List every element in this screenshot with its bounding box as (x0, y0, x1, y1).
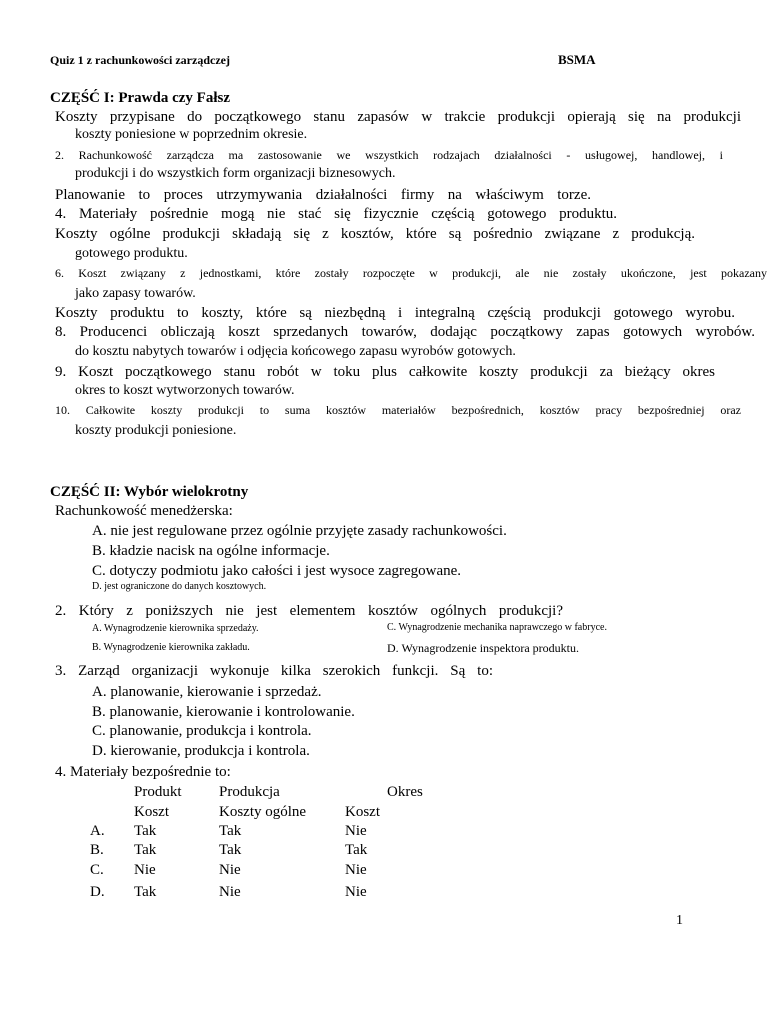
q4-col2-header-line1: Produkcja (219, 784, 280, 800)
q4-row-b-col1: Tak (134, 842, 157, 858)
q4-col2-header-line2: Koszty ogólne (219, 804, 307, 820)
tf-item-1-line2: koszty poniesione w poprzednim okresie. (75, 127, 308, 142)
q4-col1-header-line1: Produkt (134, 784, 182, 800)
tf-item-6-line1: 6. Koszt związany z jednostkami, które zostały rozpoczęte w produkcji, ale nie zostały ukończone, jest pokazany (55, 266, 767, 280)
q4-row-d-label: D. (90, 884, 105, 900)
q4-row-d-col2: Nie (219, 884, 241, 900)
tf-item-10-line2: koszty produkcji poniesione. (75, 423, 237, 438)
q4-row-d-col3: Nie (345, 884, 367, 900)
tf-item-5-line2: gotowego produktu. (75, 246, 188, 261)
q4-col3-header-line1: Okres (387, 784, 423, 800)
tf-item-9-line2: okres to koszt wytworzonych towarów. (75, 383, 295, 398)
part2-heading: CZĘŚĆ II: Wybór wielokrotny (50, 484, 249, 500)
q4-row-a-col1: Tak (134, 823, 157, 839)
q4-row-a-col2: Tak (219, 823, 242, 839)
mc-q1-stem: Rachunkowość menedżerska: (55, 503, 233, 519)
page-number: 1 (676, 913, 683, 928)
tf-item-6-line2: jako zapasy towarów. (75, 286, 196, 301)
mc-q1-option-b: B. kładzie nacisk na ogólne informacje. (92, 543, 330, 559)
tf-item-7: Koszty produktu to koszty, które są niezbędną i integralną częścią produkcji gotowego wyrobu. (55, 305, 735, 321)
mc-q1-option-d: D. jest ograniczone do danych kosztowych. (92, 581, 267, 592)
mc-q2-option-a: A. Wynagrodzenie kierownika sprzedaży. (92, 623, 259, 634)
mc-q2-stem: 2. Który z poniższych nie jest elementem kosztów ogólnych produkcji? (55, 603, 563, 619)
mc-q2-option-c: C. Wynagrodzenie mechanika naprawczego w fabryce. (387, 622, 607, 633)
q4-row-b-col2: Tak (219, 842, 242, 858)
tf-item-2-line2: produkcji i do wszystkich form organizacji biznesowych. (75, 166, 396, 181)
tf-item-1-line1: Koszty przypisane do początkowego stanu zapasów w trakcie produkcji opierają się na produkcji (55, 109, 741, 125)
course-code: BSMA (558, 52, 596, 67)
q4-row-a-label: A. (90, 823, 105, 839)
q4-row-b-col3: Tak (345, 842, 368, 858)
q4-row-b-label: B. (90, 842, 104, 858)
tf-item-10-line1: 10. Całkowite koszty produkcji to suma kosztów materiałów bezpośrednich, kosztów pracy bezpośredniej oraz (55, 403, 741, 417)
tf-item-2-line1: 2. Rachunkowość zarządcza ma zastosowanie we wszystkich rodzajach działalności - usługowej, handlowej, i (55, 148, 723, 162)
q4-row-c-col1: Nie (134, 862, 156, 878)
q4-row-a-col3: Nie (345, 823, 367, 839)
tf-item-3: Planowanie to proces utrzymywania działalności firmy na właściwym torze. (55, 187, 591, 203)
tf-item-8-line1: 8. Producenci obliczają koszt sprzedanych towarów, dodając początkowy zapas gotowych wyrobów. (55, 324, 755, 340)
q4-row-c-col3: Nie (345, 862, 367, 878)
mc-q4-stem: 4. Materiały bezpośrednie to: (55, 764, 231, 780)
tf-item-4: 4. Materiały pośrednie mogą nie stać się fizycznie częścią gotowego produktu. (55, 206, 617, 222)
mc-q3-option-c: C. planowanie, produkcja i kontrola. (92, 723, 312, 739)
q4-row-c-label: C. (90, 862, 104, 878)
q4-col3-header-line2: Koszt (345, 804, 380, 820)
tf-item-9-line1: 9. Koszt początkowego stanu robót w toku plus całkowite koszty produkcji za bieżący okres (55, 364, 715, 380)
mc-q3-stem: 3. Zarząd organizacji wykonuje kilka szerokich funkcji. Są to: (55, 663, 493, 679)
mc-q2-option-b: B. Wynagrodzenie kierownika zakładu. (92, 642, 250, 653)
mc-q2-option-d: D. Wynagrodzenie inspektora produktu. (387, 641, 580, 655)
tf-item-8-line2: do kosztu nabytych towarów i odjęcia końcowego zapasu wyrobów gotowych. (75, 344, 516, 359)
q4-row-d-col1: Tak (134, 884, 157, 900)
q4-col1-header-line2: Koszt (134, 804, 169, 820)
q4-row-c-col2: Nie (219, 862, 241, 878)
quiz-title: Quiz 1 z rachunkowości zarządczej (50, 53, 230, 67)
part1-heading: CZĘŚĆ I: Prawda czy Fałsz (50, 90, 230, 106)
mc-q1-option-a: A. nie jest regulowane przez ogólnie przyjęte zasady rachunkowości. (92, 523, 507, 539)
tf-item-5-line1: Koszty ogólne produkcji składają się z kosztów, które są pośrednio związane z produkcją. (55, 226, 695, 242)
mc-q1-option-c: C. dotyczy podmiotu jako całości i jest wysoce zagregowane. (92, 563, 462, 579)
mc-q3-option-b: B. planowanie, kierowanie i kontrolowanie. (92, 704, 355, 720)
mc-q3-option-a: A. planowanie, kierowanie i sprzedaż. (92, 684, 322, 700)
mc-q3-option-d: D. kierowanie, produkcja i kontrola. (92, 743, 310, 759)
